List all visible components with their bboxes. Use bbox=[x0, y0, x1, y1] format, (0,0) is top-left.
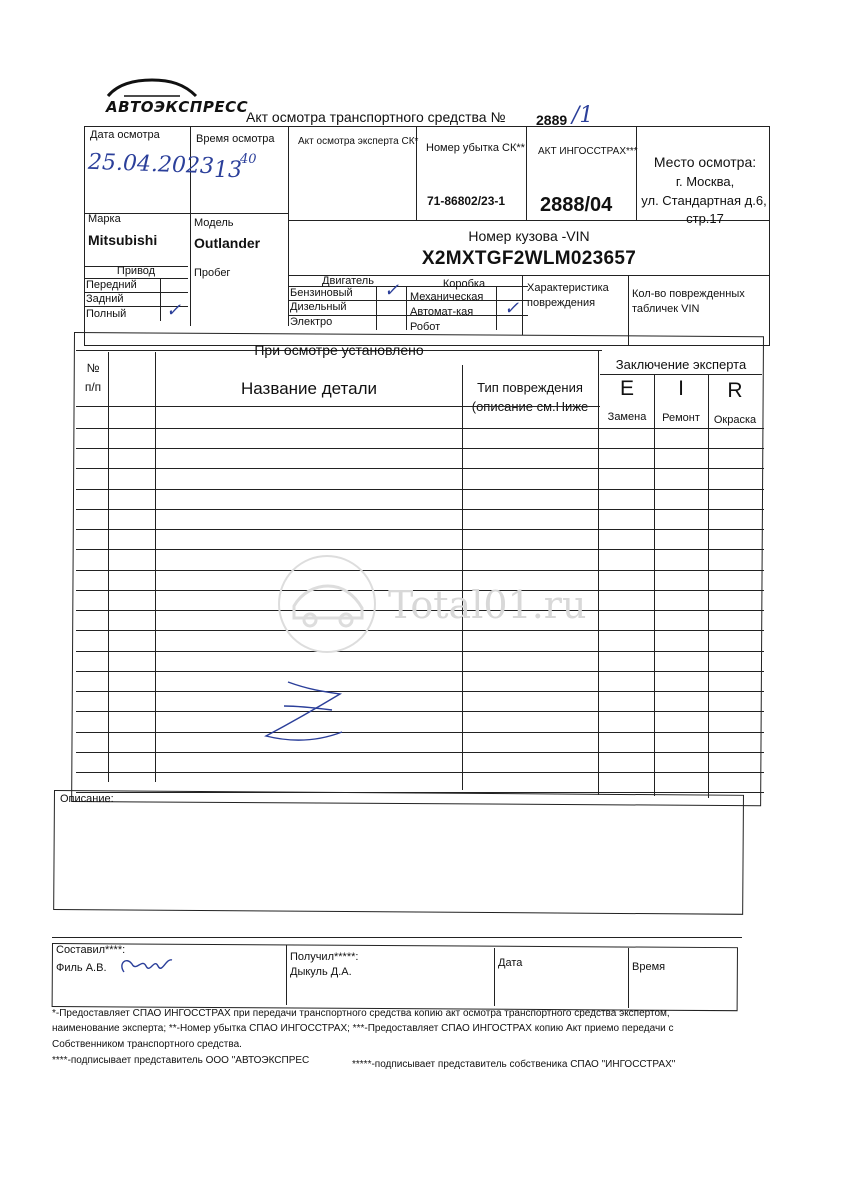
footnote-line-4a: ****-подписывает представитель ООО "АВТОЭКСПРЕС bbox=[52, 1055, 310, 1066]
table-row-line bbox=[76, 711, 764, 712]
table-row-line bbox=[76, 428, 764, 429]
model-value: Outlander bbox=[194, 235, 261, 251]
inspection-time-hours: 13 bbox=[214, 158, 242, 183]
inspection-title: При осмотре установлено bbox=[254, 342, 424, 358]
table-row-line bbox=[76, 549, 764, 550]
place-line-1: г. Москва, bbox=[675, 174, 735, 189]
table-row-line bbox=[76, 468, 764, 469]
table-row-line bbox=[76, 752, 764, 753]
expert-act-label: Акт осмотра эксперта СК* bbox=[298, 136, 419, 147]
col-num-line-1: № bbox=[86, 361, 100, 375]
received-by-name: Дыкуль Д.А. bbox=[290, 966, 352, 978]
footnote-line-4b: *****-подписывает представитель собственика СПАО "ИНГОССТРАХ" bbox=[352, 1059, 676, 1070]
date-sign-label: Дата bbox=[498, 957, 523, 969]
compiled-by-label: Составил****: bbox=[56, 944, 126, 956]
header-bottom-line bbox=[76, 406, 600, 407]
drive-option-front: Передний bbox=[86, 279, 137, 291]
expert-conclusion-title: Заключение эксперта bbox=[615, 357, 747, 372]
engine-option-electric: Электро bbox=[290, 316, 333, 328]
engine-option-petrol: Бензиновый bbox=[290, 287, 353, 299]
date-label: Дата осмотра bbox=[90, 129, 160, 141]
footnote-line-1: *-Предоставляет СПАО ИНГОССТРАХ при передачи транспортного средства копию акт осмотра транспортного средства экспертом, bbox=[52, 1008, 670, 1019]
document-title: Акт осмотра транспортного средства № bbox=[246, 109, 506, 125]
table-row-line bbox=[76, 671, 764, 672]
table-row-line bbox=[76, 489, 764, 490]
damage-char-line-1: Характеристика bbox=[527, 282, 609, 294]
table-row-line bbox=[76, 570, 764, 571]
place-line-2: ул. Стандартная д.6, bbox=[641, 193, 767, 208]
footnote-line-3: Собственником транспортного средства. bbox=[52, 1039, 242, 1050]
drive-checkmark-icon: ✓ bbox=[166, 300, 182, 321]
code-i-letter: I bbox=[678, 377, 684, 400]
table-row-line bbox=[76, 691, 764, 692]
loss-number-value: 71-86802/23-1 bbox=[427, 194, 506, 208]
col-damage-line-2: (описание см.Ниже bbox=[471, 399, 589, 414]
received-by-label: Получил*****: bbox=[290, 951, 359, 963]
inspection-time-minutes: 40 bbox=[240, 152, 257, 167]
watermark-badge-icon bbox=[272, 552, 382, 656]
time-sign-label: Время bbox=[632, 961, 666, 973]
table-row-line bbox=[76, 651, 764, 652]
vin-value: X2MXTGF2WLM023657 bbox=[421, 248, 637, 269]
table-row-line bbox=[76, 529, 764, 530]
drive-option-rear: Задний bbox=[86, 293, 124, 305]
code-e-label: Замена bbox=[607, 411, 647, 423]
model-label: Модель bbox=[194, 217, 234, 229]
code-r-letter: R bbox=[727, 379, 743, 402]
gearbox-title: Коробка bbox=[442, 278, 486, 290]
table-row-line bbox=[76, 509, 764, 510]
footnote-line-2: наименование эксперта; **-Номер убытка СПАО ИНГОССТРАХ; ***-Предоставляет СПАО ИНГОСТРАХ копию Акт приемо передачи с bbox=[52, 1023, 674, 1034]
place-title: Место осмотра: bbox=[653, 154, 757, 170]
make-label: Марка bbox=[88, 213, 121, 225]
document-number: 2889 bbox=[536, 112, 568, 128]
handwritten-z-strike bbox=[260, 676, 350, 748]
drive-option-full: Полный bbox=[86, 308, 127, 320]
gearbox-option-auto: Автомат-кая bbox=[410, 306, 474, 318]
vin-label: Номер кузова -VIN bbox=[468, 228, 590, 244]
damage-char-line-2: повреждения bbox=[527, 297, 596, 309]
loss-number-label: Номер убытка СК** bbox=[426, 142, 525, 154]
vin-plates-line-1: Кол-во поврежденных bbox=[632, 288, 745, 300]
car-silhouette-icon bbox=[104, 76, 200, 100]
vin-plates-line-2: табличек VIN bbox=[632, 303, 700, 315]
col-damage-line-1: Тип повреждения bbox=[477, 380, 583, 395]
gearbox-checkmark-icon: ✓ bbox=[504, 298, 520, 319]
engine-title: Двигатель bbox=[322, 275, 374, 287]
gearbox-option-robot: Робот bbox=[410, 321, 441, 333]
place-line-3: стр.17 bbox=[686, 211, 724, 226]
mileage-label: Пробег bbox=[194, 267, 231, 279]
inspection-date-value: 25.04.2023 bbox=[87, 149, 215, 180]
engine-checkmark-icon: ✓ bbox=[384, 280, 400, 301]
ingos-act-label: АКТ ИНГОССТРАХ*** bbox=[538, 146, 638, 157]
signature-scribble bbox=[116, 950, 180, 980]
code-i-label: Ремонт bbox=[662, 412, 700, 424]
table-row-line bbox=[76, 630, 764, 631]
table-row-line bbox=[76, 448, 764, 449]
compiled-by-name: Филь А.В. bbox=[56, 962, 107, 974]
engine-option-diesel: Дизельный bbox=[290, 301, 347, 313]
document-number-suffix: /1 bbox=[572, 103, 594, 128]
table-row-line bbox=[76, 772, 764, 773]
time-label: Время осмотра bbox=[196, 133, 275, 145]
logo-text: АВТОЭКСПРЕСС bbox=[106, 98, 249, 116]
make-value: Mitsubishi bbox=[88, 232, 158, 248]
code-r-label: Окраска bbox=[713, 414, 757, 426]
drive-title: Привод bbox=[116, 265, 156, 277]
watermark-text: Total01.ru bbox=[388, 583, 587, 627]
gearbox-option-manual: Механическая bbox=[410, 291, 484, 303]
ingos-act-value: 2888/04 bbox=[540, 194, 613, 216]
col-num-line-2: п/п bbox=[84, 380, 102, 394]
table-row-line bbox=[76, 732, 764, 733]
code-e-letter: E bbox=[619, 377, 634, 400]
col-part-name: Название детали bbox=[241, 379, 377, 398]
description-label: Описание: bbox=[60, 793, 114, 805]
